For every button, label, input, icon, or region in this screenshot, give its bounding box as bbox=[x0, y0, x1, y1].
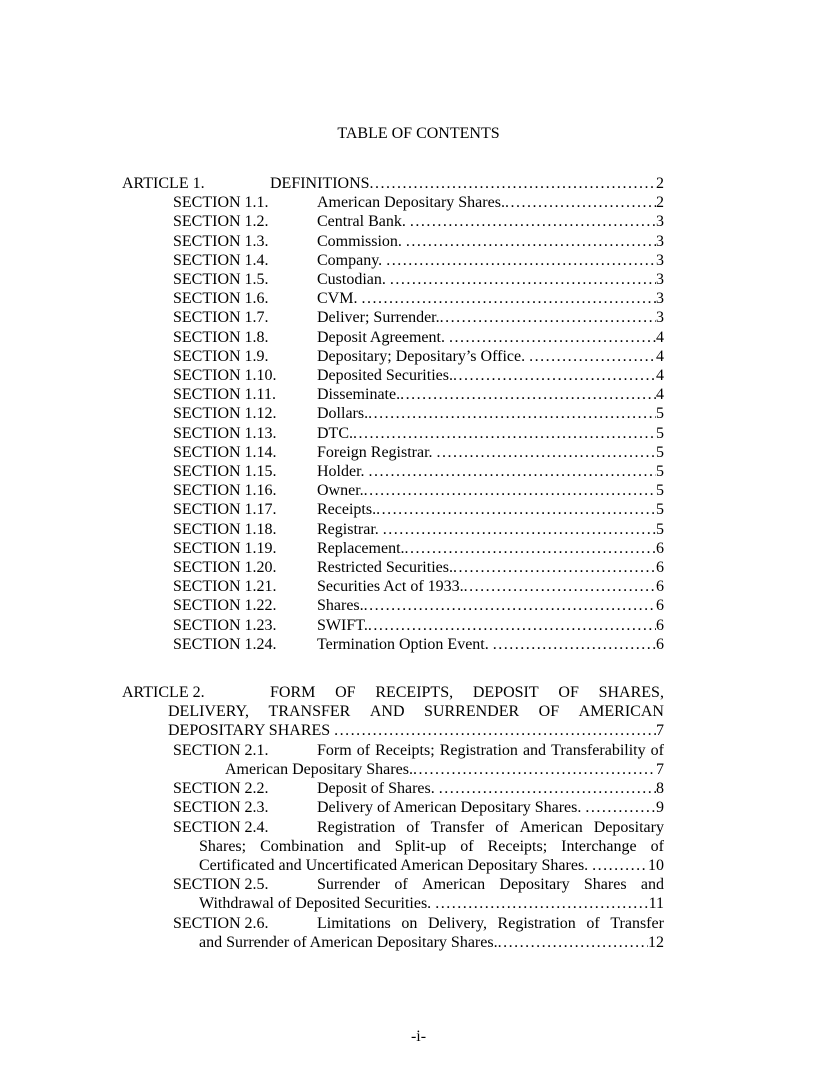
toc-line bbox=[122, 798, 664, 817]
dot-leader bbox=[585, 798, 656, 817]
dot-leader bbox=[592, 856, 648, 875]
page-title: TABLE OF CONTENTS bbox=[337, 125, 500, 142]
section-entry bbox=[122, 481, 664, 500]
dot-leader bbox=[435, 894, 648, 913]
entry-label: ARTICLE 2. bbox=[122, 684, 205, 702]
entry-title: Central Bank. bbox=[317, 213, 410, 231]
article-entry bbox=[122, 683, 664, 741]
dot-leader bbox=[413, 760, 656, 779]
entry-page-number: 12 bbox=[648, 933, 664, 951]
entry-label: SECTION 1.4. bbox=[173, 251, 269, 269]
entry-title: American Depositary Shares. bbox=[225, 760, 413, 778]
toc-line bbox=[122, 894, 664, 913]
toc-line bbox=[122, 760, 664, 779]
entry-title: Deposit of Shares. bbox=[317, 780, 439, 798]
entry-title: Disseminate. bbox=[317, 386, 401, 404]
entry-title: Shares; Combination and Split-up of Receipts; Interchange of bbox=[199, 837, 664, 855]
entry-label: SECTION 1.5. bbox=[173, 271, 269, 289]
toc-line bbox=[122, 520, 664, 539]
section-entry bbox=[122, 779, 664, 798]
entry-page-number: 3 bbox=[656, 271, 664, 289]
entry-page-number: 6 bbox=[656, 616, 664, 634]
entry-label: SECTION 1.24. bbox=[173, 635, 277, 653]
toc-line bbox=[122, 875, 664, 894]
entry-title: Receipts. bbox=[317, 501, 377, 519]
article-entry bbox=[122, 174, 664, 193]
page-footer: -i- bbox=[410, 1028, 427, 1045]
dot-leader bbox=[364, 596, 656, 615]
entry-title: DELIVERY, TRANSFER AND SURRENDER OF AMERICAN bbox=[168, 703, 664, 721]
entry-page-number: 4 bbox=[656, 347, 664, 365]
entry-title: Registration of Transfer of American Depositary bbox=[317, 818, 664, 836]
section-entry bbox=[122, 232, 664, 251]
toc-line bbox=[122, 193, 664, 212]
entry-label: SECTION 1.7. bbox=[173, 309, 269, 327]
entry-label: SECTION 1.3. bbox=[173, 232, 269, 250]
dot-leader bbox=[453, 366, 656, 385]
toc-line bbox=[122, 914, 664, 933]
toc-line bbox=[122, 558, 664, 577]
toc-line bbox=[122, 366, 664, 385]
dot-leader bbox=[369, 462, 656, 481]
toc-line bbox=[122, 635, 664, 654]
section-entry bbox=[122, 308, 664, 327]
entry-page-number: 4 bbox=[656, 367, 664, 385]
toc-list bbox=[122, 174, 664, 952]
entry-page-number: 8 bbox=[656, 780, 664, 798]
section-entry bbox=[122, 328, 664, 347]
entry-page-number: 7 bbox=[656, 722, 664, 740]
entry-title: Certificated and Uncertificated American Depositary Shares. bbox=[199, 856, 593, 874]
entry-title: DEPOSITARY SHARES bbox=[168, 722, 335, 740]
section-entry bbox=[122, 462, 664, 481]
toc-line bbox=[122, 933, 664, 952]
toc-line bbox=[122, 251, 664, 270]
section-entry bbox=[122, 289, 664, 308]
toc-line bbox=[122, 424, 664, 443]
dot-leader bbox=[505, 193, 656, 212]
entry-page-number: 11 bbox=[648, 895, 664, 913]
entry-title: Shares. bbox=[317, 597, 364, 615]
entry-label: SECTION 1.18. bbox=[173, 520, 277, 538]
entry-title: FORM OF RECEIPTS, DEPOSIT OF SHARES, bbox=[270, 684, 664, 702]
dot-leader bbox=[405, 539, 656, 558]
entry-title: CVM. bbox=[317, 290, 362, 308]
toc-line bbox=[122, 721, 664, 740]
entry-title: Custodian. bbox=[317, 271, 390, 289]
entry-title: American Depositary Shares. bbox=[317, 194, 505, 212]
section-entry bbox=[122, 385, 664, 404]
entry-title: Dollars. bbox=[317, 405, 369, 423]
entry-page-number: 5 bbox=[656, 424, 664, 442]
entry-label: SECTION 1.1. bbox=[173, 194, 269, 212]
toc-line bbox=[122, 779, 664, 798]
section-entry bbox=[122, 404, 664, 423]
entry-title: Deposit Agreement. bbox=[317, 328, 449, 346]
entry-page-number: 5 bbox=[656, 501, 664, 519]
entry-page-number: 9 bbox=[656, 799, 664, 817]
entry-label: SECTION 2.5. bbox=[173, 876, 269, 894]
entry-title: SWIFT. bbox=[317, 616, 368, 634]
entry-title: Deliver; Surrender. bbox=[317, 309, 440, 327]
dot-leader bbox=[464, 577, 656, 596]
toc-line bbox=[122, 818, 664, 837]
toc-line bbox=[122, 539, 664, 558]
entry-page-number: 6 bbox=[656, 578, 664, 596]
dot-leader bbox=[400, 385, 656, 404]
entry-label: SECTION 1.11. bbox=[173, 386, 276, 404]
dot-leader bbox=[493, 635, 656, 654]
entry-page-number: 6 bbox=[656, 635, 664, 653]
toc-line bbox=[122, 856, 664, 875]
dot-leader bbox=[383, 520, 656, 539]
entry-label: SECTION 2.6. bbox=[173, 914, 269, 932]
toc-line bbox=[122, 328, 664, 347]
entry-title: Form of Receipts; Registration and Transferability of bbox=[317, 741, 664, 759]
dot-leader bbox=[364, 481, 656, 500]
section-entry bbox=[122, 558, 664, 577]
dot-leader bbox=[453, 558, 656, 577]
toc-line bbox=[122, 596, 664, 615]
toc-line bbox=[122, 385, 664, 404]
entry-page-number: 3 bbox=[656, 251, 664, 269]
toc-line bbox=[122, 702, 664, 721]
entry-title: DEFINITIONS bbox=[270, 175, 370, 192]
dot-leader bbox=[437, 443, 656, 462]
section-entry bbox=[122, 347, 664, 366]
entry-title: Surrender of American Depositary Shares and bbox=[317, 876, 664, 894]
dot-leader bbox=[410, 212, 656, 231]
entry-title: Withdrawal of Deposited Securities. bbox=[199, 895, 436, 913]
entry-title: Replacement. bbox=[317, 539, 405, 557]
entry-page-number: 5 bbox=[656, 443, 664, 461]
dot-leader bbox=[390, 270, 656, 289]
entry-label: SECTION 1.13. bbox=[173, 424, 277, 442]
dot-leader bbox=[353, 424, 656, 443]
toc-line bbox=[122, 347, 664, 366]
section-entry bbox=[122, 635, 664, 654]
section-entry bbox=[122, 818, 664, 876]
entry-page-number: 3 bbox=[656, 309, 664, 327]
section-entry bbox=[122, 914, 664, 952]
entry-label: SECTION 2.1. bbox=[173, 741, 269, 759]
toc-line bbox=[122, 683, 664, 702]
toc-line bbox=[122, 404, 664, 423]
entry-title: Holder. bbox=[317, 463, 369, 481]
entry-label: SECTION 1.10. bbox=[173, 367, 277, 385]
entry-title: Limitations on Delivery, Registration of Transfer bbox=[317, 914, 664, 932]
dot-leader bbox=[406, 232, 656, 251]
entry-label: SECTION 2.2. bbox=[173, 780, 269, 798]
dot-leader bbox=[334, 721, 656, 740]
section-entry bbox=[122, 596, 664, 615]
entry-page-number: 3 bbox=[656, 213, 664, 231]
entry-label: SECTION 1.17. bbox=[173, 501, 277, 519]
entry-title: Company. bbox=[317, 251, 387, 269]
entry-page-number: 2 bbox=[656, 175, 664, 192]
toc-line bbox=[122, 462, 664, 481]
entry-page-number: 2 bbox=[656, 194, 664, 212]
entry-label: SECTION 1.12. bbox=[173, 405, 277, 423]
dot-leader bbox=[440, 308, 656, 327]
section-entry bbox=[122, 443, 664, 462]
section-entry bbox=[122, 577, 664, 596]
entry-title: Depositary; Depositary’s Office. bbox=[317, 347, 530, 365]
entry-label: ARTICLE 1. bbox=[122, 175, 205, 192]
entry-title: Delivery of American Depositary Shares. bbox=[317, 799, 586, 817]
entry-page-number: 3 bbox=[656, 232, 664, 250]
entry-label: SECTION 1.23. bbox=[173, 616, 277, 634]
entry-page-number: 6 bbox=[656, 539, 664, 557]
entry-label: SECTION 1.16. bbox=[173, 482, 277, 500]
dot-leader bbox=[370, 174, 656, 193]
entry-page-number: 5 bbox=[656, 405, 664, 423]
entry-page-number: 10 bbox=[648, 856, 664, 874]
toc-line bbox=[122, 270, 664, 289]
entry-title: Registrar. bbox=[317, 520, 383, 538]
entry-page-number: 4 bbox=[656, 386, 664, 404]
entry-page-number: 5 bbox=[656, 520, 664, 538]
entry-page-number: 5 bbox=[656, 482, 664, 500]
entry-label: SECTION 1.15. bbox=[173, 463, 277, 481]
dot-leader bbox=[368, 616, 656, 635]
section-entry bbox=[122, 193, 664, 212]
entry-title: Foreign Registrar. bbox=[317, 443, 437, 461]
dot-leader bbox=[529, 347, 656, 366]
entry-title: Restricted Securities. bbox=[317, 559, 453, 577]
entry-label: SECTION 1.6. bbox=[173, 290, 269, 308]
dot-leader bbox=[386, 251, 656, 270]
entry-label: SECTION 1.20. bbox=[173, 559, 277, 577]
toc-line bbox=[122, 289, 664, 308]
section-entry bbox=[122, 798, 664, 817]
entry-label: SECTION 1.9. bbox=[173, 347, 269, 365]
entry-label: SECTION 1.21. bbox=[173, 578, 277, 596]
entry-page-number: 4 bbox=[656, 328, 664, 346]
section-entry bbox=[122, 500, 664, 519]
dot-leader bbox=[376, 500, 656, 519]
entry-page-number: 7 bbox=[656, 760, 664, 778]
entry-title: Deposited Securities. bbox=[317, 367, 453, 385]
toc-line bbox=[122, 232, 664, 251]
section-entry bbox=[122, 520, 664, 539]
entry-label: SECTION 1.8. bbox=[173, 328, 269, 346]
entry-label: SECTION 1.22. bbox=[173, 597, 277, 615]
toc-line bbox=[122, 500, 664, 519]
toc-line bbox=[122, 616, 664, 635]
entry-title: and Surrender of American Depositary Shares. bbox=[199, 933, 498, 951]
entry-page-number: 6 bbox=[656, 597, 664, 615]
toc-line bbox=[122, 741, 664, 760]
toc-line bbox=[122, 308, 664, 327]
entry-label: SECTION 2.4. bbox=[173, 818, 269, 836]
entry-page-number: 6 bbox=[656, 559, 664, 577]
dot-leader bbox=[449, 328, 656, 347]
entry-title: Termination Option Event. bbox=[317, 635, 493, 653]
entry-label: SECTION 1.14. bbox=[173, 443, 277, 461]
section-entry bbox=[122, 539, 664, 558]
section-entry bbox=[122, 616, 664, 635]
entry-label: SECTION 1.2. bbox=[173, 213, 269, 231]
toc-line bbox=[122, 174, 664, 193]
entry-title: DTC. bbox=[317, 424, 353, 442]
entry-title: Securities Act of 1933. bbox=[317, 578, 464, 596]
entry-label: SECTION 1.19. bbox=[173, 539, 277, 557]
entry-page-number: 5 bbox=[656, 463, 664, 481]
section-entry bbox=[122, 270, 664, 289]
entry-title: Owner. bbox=[317, 482, 364, 500]
dot-leader bbox=[361, 289, 656, 308]
section-entry bbox=[122, 424, 664, 443]
entry-title: Commission. bbox=[317, 232, 406, 250]
section-entry bbox=[122, 875, 664, 913]
dot-leader bbox=[439, 779, 656, 798]
section-entry bbox=[122, 366, 664, 385]
toc-line bbox=[122, 481, 664, 500]
section-entry bbox=[122, 212, 664, 231]
toc-line bbox=[122, 212, 664, 231]
section-entry bbox=[122, 251, 664, 270]
toc-line bbox=[122, 837, 664, 856]
toc-line bbox=[122, 577, 664, 596]
entry-label: SECTION 2.3. bbox=[173, 799, 269, 817]
entry-page-number: 3 bbox=[656, 290, 664, 308]
dot-leader bbox=[368, 404, 656, 423]
dot-leader bbox=[498, 933, 648, 952]
section-entry bbox=[122, 741, 664, 779]
toc-line bbox=[122, 443, 664, 462]
